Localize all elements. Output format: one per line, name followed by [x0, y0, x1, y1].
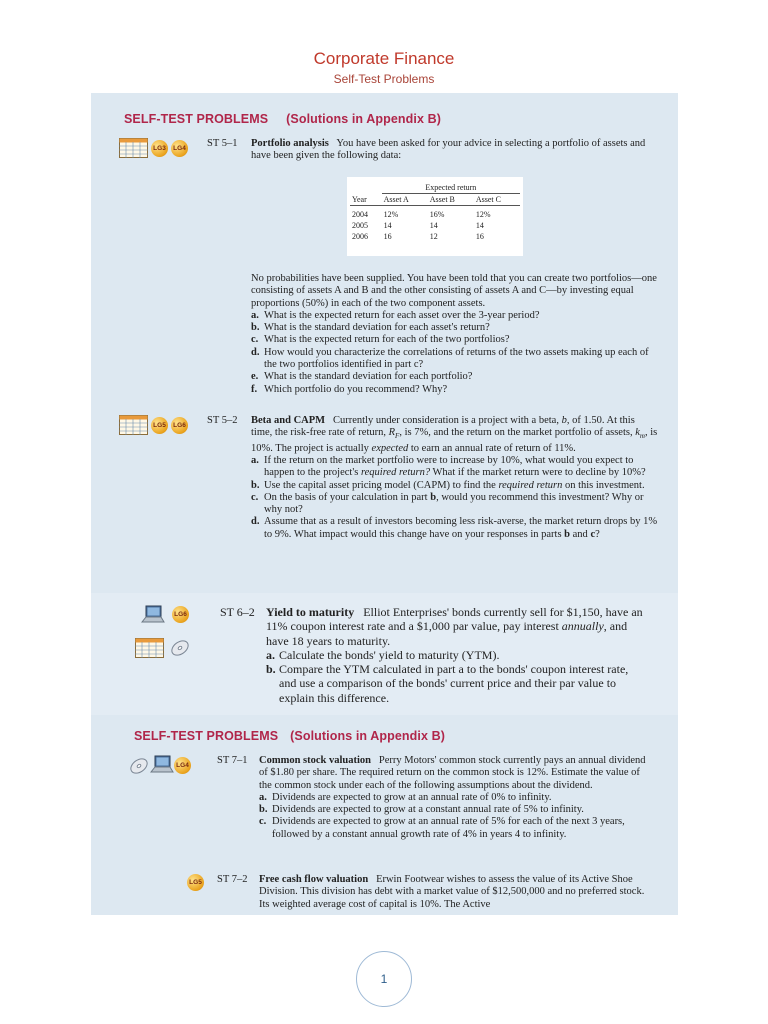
learning-goal-icon: LG6 [172, 606, 189, 623]
section-solutions-note: (Solutions in Appendix B) [286, 112, 441, 126]
expected-return-table [347, 177, 523, 256]
list-item: c. On the basis of your calculation in part b, would you recommend this investment? Why or why not? [251, 491, 644, 516]
table-cell: 16% [429, 210, 445, 219]
cd-icon [129, 756, 148, 775]
problem-text [251, 138, 658, 163]
problem-number: ST 5–2 [207, 415, 238, 426]
section-solutions-note: (Solutions in Appendix B) [290, 729, 445, 743]
problem-number: ST 7–1 [217, 755, 248, 766]
list-item: b. What is the standard deviation for each asset's return? [251, 322, 490, 334]
problem-icons [139, 605, 209, 665]
learning-goal-icon: LG5 [151, 417, 168, 434]
table-cell: 12% [475, 210, 491, 219]
table-col-header: Asset C [474, 194, 520, 206]
table-col-header: Asset A [382, 194, 428, 206]
problem-icons [119, 415, 188, 435]
problem-title: Free cash flow valuation [259, 874, 369, 885]
table-cell: 14 [429, 221, 438, 230]
problem-text: Beta and CAPM Currently under consideration is a project with a beta, b, of 1.50. At this time, the risk-free rate of return, $R_F$, is 7%, and the return on the market portfolio of assets, $k_m$, is 10%. The project is actually expected to earn an annual rate of return of 11%. a. If the return on the market portfolio were to increase by 10%, what would you expect to happen to the project's required return? What if the market return were to decline by 10%? b. Use the capital asset pricing model (CAPM) to find the required return on this investment. c. On the basis of your calculation in part b, would you recommend this investment? Why or why not? d. Assume that as a result of investors becoming less risk-averse, the market return drops by 1% to 9%. What impact would this change have on your responses in parts b and c? [251, 415, 658, 540]
list-item: c. Dividends are expected to grow at an annual rate of 5% for each of the next 3 years, followed by a constant annual growth rate of 4% in years 4 to infinity. [259, 816, 625, 840]
table-cell: 2004 [352, 210, 368, 219]
problem-icons [129, 755, 191, 775]
problem-number: ST 5–1 [207, 138, 238, 149]
learning-goal-icon: LG5 [187, 874, 204, 891]
problem-text: Free cash flow valuation Erwin Footwear wishes to assess the value of its Active Shoe Division. This division has debt with a market value of $12,500,000 and no preferred stock. Its weighted average cost of capital is 10%. The Active [259, 874, 645, 910]
problem-intro: You have been asked for your advice in selecting a portfolio of assets and have been given the following data: [251, 138, 646, 162]
page-number: 1 [356, 951, 412, 1007]
scanned-page-panel [91, 93, 678, 915]
list-item: a. Calculate the bonds' yield to maturity (YTM). [266, 647, 500, 662]
table-cell: 12 [429, 232, 438, 241]
table-cell: 16 [383, 232, 392, 241]
list-item: b. Compare the YTM calculated in part a to the bonds' coupon interest rate, and use a comparison of the bonds' current price and their par value to explain this difference. [266, 662, 629, 705]
table-cell: 16 [475, 232, 484, 241]
learning-goal-icon: LG4 [171, 140, 188, 157]
list-item: c. What is the expected return for each of the two portfolios? [251, 334, 510, 346]
question-list [251, 455, 658, 541]
laptop-icon [150, 755, 172, 775]
table-cell: 2005 [352, 221, 368, 230]
document-subtitle: Self-Test Problems [333, 72, 435, 86]
list-item: b. Use the capital asset pricing model (CAPM) to find the required return on this investment. [251, 479, 645, 491]
problem-text: Yield to maturity Elliot Enterprises' bonds currently sell for $1,150, have an 11% coupon interest rate and a $1,000 par value, pay interest annually, and have 18 years to maturity. a. Calculate the bonds' yield to maturity (YTM). b. Compare the YTM calculated in part a to the bonds' coupon interest rate, and use a comparison of the bonds' current price and their par value to explain this difference. [266, 605, 648, 705]
table-group-header: Expected return [382, 180, 520, 194]
cd-icon [170, 638, 189, 657]
list-item: d. Assume that as a result of investors becoming less risk-averse, the market return drops by 1% to 9%. What impact would this change have on your responses in parts b and c? [251, 516, 658, 540]
list-item: a. Dividends are expected to grow at an annual rate of 0% to infinity. [259, 791, 552, 803]
question-list [251, 310, 658, 396]
section-heading-text: SELF-TEST PROBLEMS [124, 112, 269, 126]
problem-number: ST 7–2 [217, 874, 248, 885]
section-heading-1 [124, 112, 441, 126]
problem-icons [119, 138, 188, 158]
table-row [350, 231, 520, 242]
document-title: Corporate Finance [313, 49, 455, 68]
table-row [350, 220, 520, 231]
problem-title: Portfolio analysis [251, 138, 329, 149]
problem-title: Beta and CAPM [251, 415, 326, 426]
list-item: b. Dividends are expected to grow at a constant annual rate of 5% to infinity. [259, 804, 584, 816]
question-list [266, 648, 648, 705]
table-col-header: Asset B [428, 194, 474, 206]
problem-title: Yield to maturity [266, 605, 355, 619]
spreadsheet-icon [119, 415, 148, 435]
problem-icons [187, 874, 204, 891]
problem-body: No probabilities have been supplied. You have been told that you can create two portfolios—one consisting of assets A and B and the other consisting of assets A and C—by investing equal proportions (50%) in each of the two component assets. [251, 273, 657, 309]
list-item: a. What is the expected return for each asset over the 3-year period? [251, 309, 540, 321]
table-cell: 14 [383, 221, 392, 230]
problem-text [251, 273, 658, 396]
problem-title: Common stock valuation [259, 755, 372, 766]
table-cell: 2006 [352, 232, 368, 241]
table-col-header-year: Year [350, 194, 382, 206]
list-item: d. How would you characterize the correlations of returns of the two assets making up each of the two portfolios identified in part c? [251, 346, 649, 371]
spreadsheet-icon [135, 638, 164, 658]
learning-goal-icon: LG3 [151, 140, 168, 157]
table-cell: 12% [383, 210, 399, 219]
question-list [259, 792, 652, 841]
section-heading-2 [134, 729, 445, 743]
list-item: a. If the return on the market portfolio were to increase by 10%, what would you expect to happen to the project's required return? What if the market return were to decline by 10%? [251, 454, 646, 479]
table-cell: 14 [475, 221, 484, 230]
spreadsheet-icon [119, 138, 148, 158]
table-row [350, 206, 520, 221]
problem-text: Common stock valuation Perry Motors' common stock currently pays an annual dividend of $1.80 per share. The required return on the common stock is 12%. Estimate the value of the common stock under each of the following assumptions about the dividend. a. Dividends are expected to grow at an annual rate of 0% to infinity. b. Dividends are expected to grow at a constant annual rate of 5% to infinity. c. Dividends are expected to grow at an annual rate of 5% for each of the next 3 years, followed by a constant annual growth rate of 4% in years 4 to infinity. [259, 755, 652, 841]
learning-goal-icon: LG6 [171, 417, 188, 434]
problem-number: ST 6–2 [220, 605, 255, 619]
learning-goal-icon: LG4 [174, 757, 191, 774]
laptop-icon [141, 605, 163, 625]
list-item: e. What is the standard deviation for each portfolio? [251, 371, 473, 383]
section-heading-text: SELF-TEST PROBLEMS [134, 729, 279, 743]
list-item: f. Which portfolio do you recommend? Why? [251, 383, 448, 395]
